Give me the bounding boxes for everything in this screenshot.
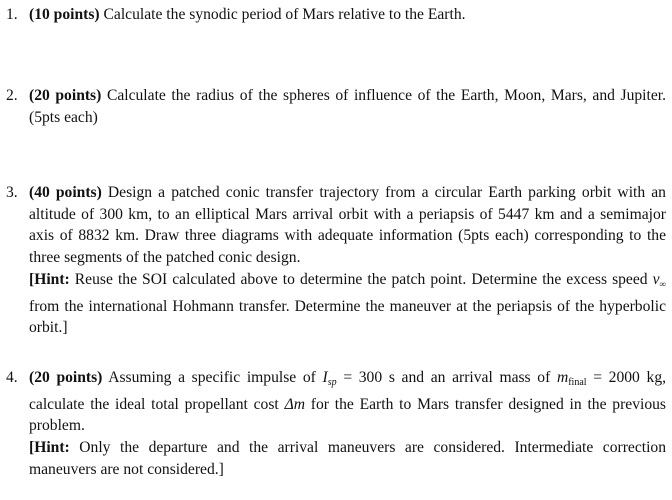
question-text: Design a patched conic transfer trajectory from a circular Earth parking orbit with an altitude of 300 km, to an elliptical Mars arrival orbit with a periapsis of 5447 km and a semimajor axis of 8832 km. Draw three diagrams with adequate information (5pts each) corresponding to the three segments of the patched conic design. (29, 184, 666, 267)
question-points: (20 points) (29, 369, 103, 386)
question-number: 4. (6, 369, 18, 386)
question-number: 2. (6, 87, 18, 104)
question-text-part-4: for the Earth to Mars transfer designed in the previous problem. (29, 395, 666, 435)
hint-text: Only the departure and the arrival maneuvers are considered. Intermediate correction maneuvers are not considered.] (29, 439, 666, 478)
question-points: (40 points) (29, 184, 102, 201)
hint-text-part-2: from the international Hohmann transfer. Determine the maneuver at the periapsis of the hyperbolic orbit.] (29, 297, 666, 337)
question-points: (10 points) (29, 6, 100, 23)
question-text: Calculate the radius of the spheres of influence of the Earth, Moon, Mars, and Jupiter. (5pts each) (29, 87, 666, 126)
question-4 (0, 367, 666, 481)
hint-label: [Hint: (29, 270, 70, 288)
question-text-part-3: = 2000 kg, calculate the ideal total propellant cost (29, 369, 667, 413)
hint-label: [Hint: (29, 439, 70, 457)
hint-text-part-1: Reuse the SOI calculated above to determine the patch point. Determine the excess speed (74, 270, 648, 288)
question-points: (20 points) (29, 87, 102, 104)
delta-m-symbol: Δm (284, 395, 305, 413)
question-text-part-2: = 300 s and an arrival mass of (343, 369, 551, 386)
question-2 (0, 85, 666, 128)
question-text-part-1: Assuming a specific impulse of (108, 369, 316, 386)
mass-final-symbol: $m_{final}$ (556, 369, 587, 388)
hint-block (29, 437, 666, 480)
hint-block (29, 269, 666, 339)
question-number: 1. (6, 6, 18, 23)
question-3 (0, 182, 666, 339)
question-number: 3. (6, 184, 18, 201)
isp-symbol: $I_{sp}$ (322, 369, 337, 388)
v-infinity-symbol: v∞ (652, 270, 666, 289)
question-text: Calculate the synodic period of Mars relative to the Earth. (103, 6, 466, 23)
question-1 (0, 4, 666, 26)
